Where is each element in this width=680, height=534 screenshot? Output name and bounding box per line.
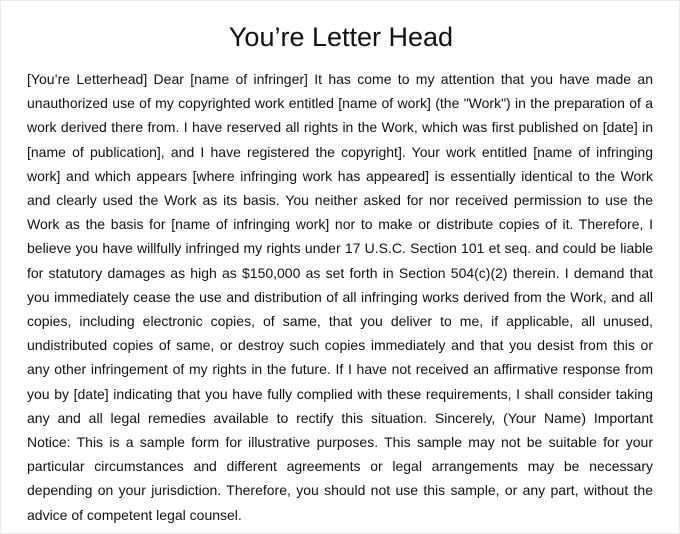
body-line: [name of publication], and I have registered the copyright]. Your work entitled [name of infringing <box>27 143 653 160</box>
body-line: [You’re Letterhead] Dear [name of infringer] It has come to my attention that you have made an <box>27 71 653 87</box>
body-line: believe you have willfully infringed my rights under 17 U.S.C. Section 101 et seq. and could be liable <box>27 240 653 257</box>
body-line: depending on your jurisdiction. Therefore, you should not use this sample, or any part, without the <box>27 482 653 499</box>
body-line: copies, including electronic copies, of same, that you deliver to me, if applicable, all unused, <box>27 313 653 330</box>
body-line: Notice: This is a sample form for illustrative purposes. This sample may not be suitable for your <box>27 434 653 451</box>
body-line: for statutory damages as high as $150,000 as set forth in Section 504(c)(2) therein. I demand that <box>27 264 653 281</box>
body-line: any other infringement of my rights in the future. If I have not received an affirmative response from <box>27 361 653 378</box>
letter-body <box>27 67 653 527</box>
body-line: undistributed copies of same, or destroy such copies immediately and that you desist from this or <box>27 337 653 354</box>
body-line: you immediately cease the use and distribution of all infringing works derived from the Work, and all <box>27 288 653 305</box>
body-line: and clearly used the Work as its basis. You neither asked for nor received permission to use the <box>27 192 653 209</box>
body-line: you by [date] indicating that you have fully complied with these requirements, I shall consider taking <box>27 385 653 402</box>
body-line: particular circumstances and different agreements or legal arrangements may be necessary <box>27 458 653 475</box>
body-line: any and all legal remedies available to rectify this situation. Sincerely, (Your Name) Important <box>27 409 653 426</box>
page-title: You’re Letter Head <box>228 22 454 52</box>
body-line: unauthorized use of my copyrighted work entitled [name of work] (the "Work") in the preparation of a <box>27 95 653 112</box>
body-line: advice of competent legal counsel. <box>27 506 242 523</box>
body-line: Work as the basis for [name of infringing work] nor to make or distribute copies of it. Therefore, I <box>27 216 653 233</box>
body-line: work] and which appears [where infringing work has appeared] is essentially identical to the Work <box>27 167 653 184</box>
body-line: work derived there from. I have reserved all rights in the Work, which was first published on [date] in <box>27 119 653 136</box>
